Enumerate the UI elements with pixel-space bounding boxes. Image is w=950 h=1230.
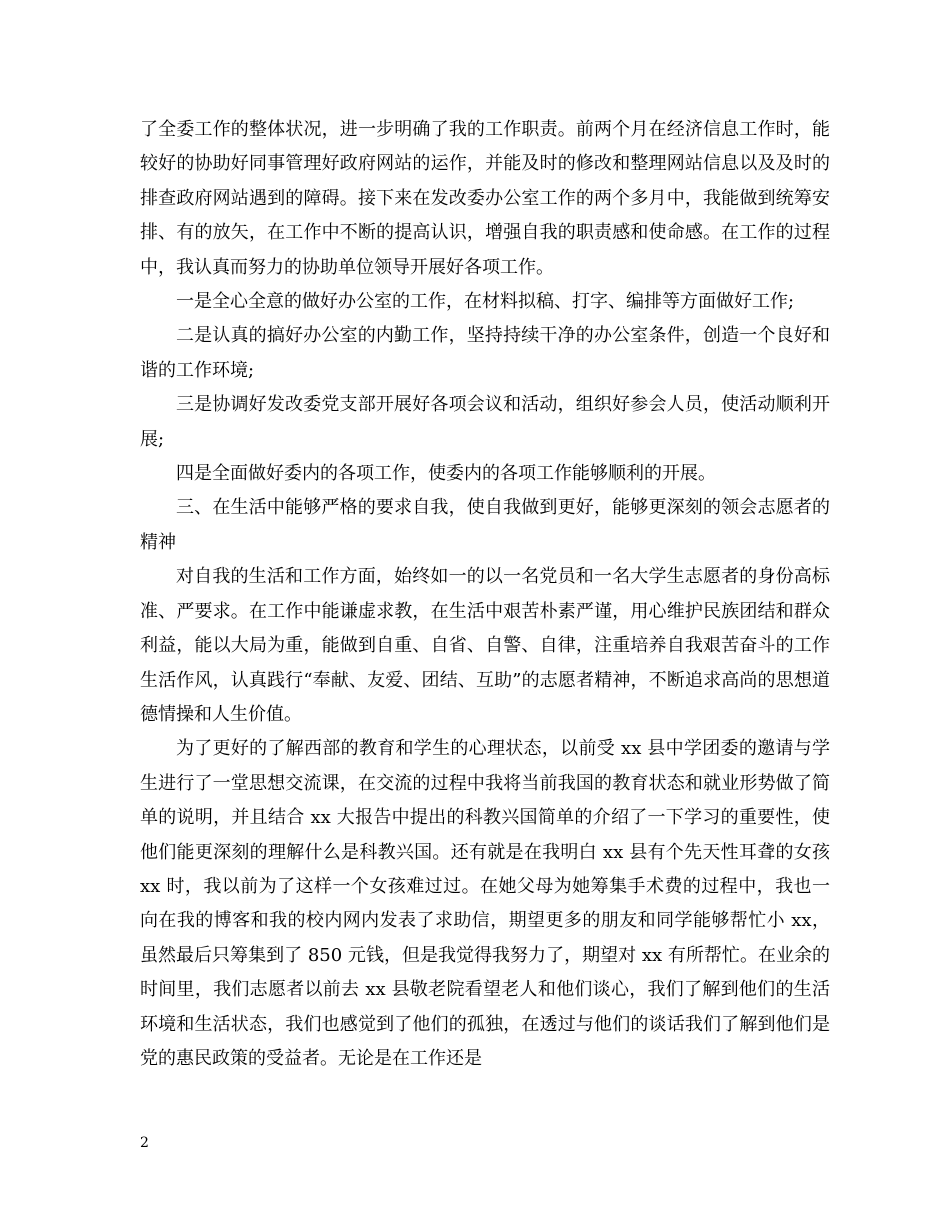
body-paragraph: 一是全心全意的做好办公室的工作，在材料拟稿、打字、编排等方面做好工作;: [176, 291, 795, 313]
body-paragraph: 三是协调好发改委党支部开展好各项会议和活动，组织好参会人员，使活动顺利开展;: [140, 394, 830, 450]
body-paragraph: 二是认真的搞好办公室的内勤工作，坚持持续干净的办公室条件，创造一个良好和谐的工作环境;: [140, 325, 830, 381]
body-paragraph: 四是全面做好委内的各项工作，使委内的各项工作能够顺利的开展。: [176, 463, 716, 485]
section-heading: 三、在生活中能够严格的要求自我，使自我做到更好，能够更深刻的领会志愿者的精神: [140, 497, 830, 553]
body-paragraph: 了全委工作的整体状况，进一步明确了我的工作职责。前两个月在经济信息工作时，能较好的协助好同事管理好政府网站的运作，并能及时的修改和整理网站信息以及及时的排查政府网站遇到的障碍。接下来在发改委办公室工作的两个多月中，我能做到统筹安排、有的放矢，在工作中不断的提高认识，增强自我的职责感和使命感。在工作的过程中，我认真而努力的协助单位领导开展好各项工作。: [140, 119, 830, 278]
page-number: 2: [140, 1135, 149, 1151]
body-paragraph: 对自我的生活和工作方面，始终如一的以一名党员和一名大学生志愿者的身份高标准、严要求。在工作中能谦虚求教，在生活中艰苦朴素严谨，用心维护民族团结和群众利益，能以大局为重，能做到自重、自省、自警、自律，注重培养自我艰苦奋斗的工作生活作风，认真践行“奉献、友爱、团结、互助”的志愿者精神，不断追求高尚的思想道德情操和人生价值。: [140, 566, 830, 725]
body-paragraph: 为了更好的了解西部的教育和学生的心理状态，以前受 xx 县中学团委的邀请与学生进行了一堂思想交流课，在交流的过程中我将当前我国的教育状态和就业形势做了简单的说明，并且结合 xx 大报告中提出的科教兴国简单的介绍了一下学习的重要性，使他们能更深刻的理解什么是科教兴国。还有就是在我明白 xx 县有个先天性耳聋的女孩 xx 时，我以前为了这样一个女孩难过过。在她父母为她筹集手术费的过程中，我也一向在我的博客和我的校内网内发表了求助信，期望更多的朋友和同学能够帮忙小 xx，虽然最后只筹集到了 850 元钱，但是我觉得我努力了，期望对 xx 有所帮忙。在业余的时间里，我们志愿者以前去 xx 县敬老院看望老人和他们谈心，我们了解到他们的生活环境和生活状态，我们也感觉到了他们的孤独，在透过与他们的谈话我们了解到他们是党的惠民政策的受益者。无论是在工作还是: [140, 738, 830, 1069]
document-body: [140, 113, 830, 1076]
